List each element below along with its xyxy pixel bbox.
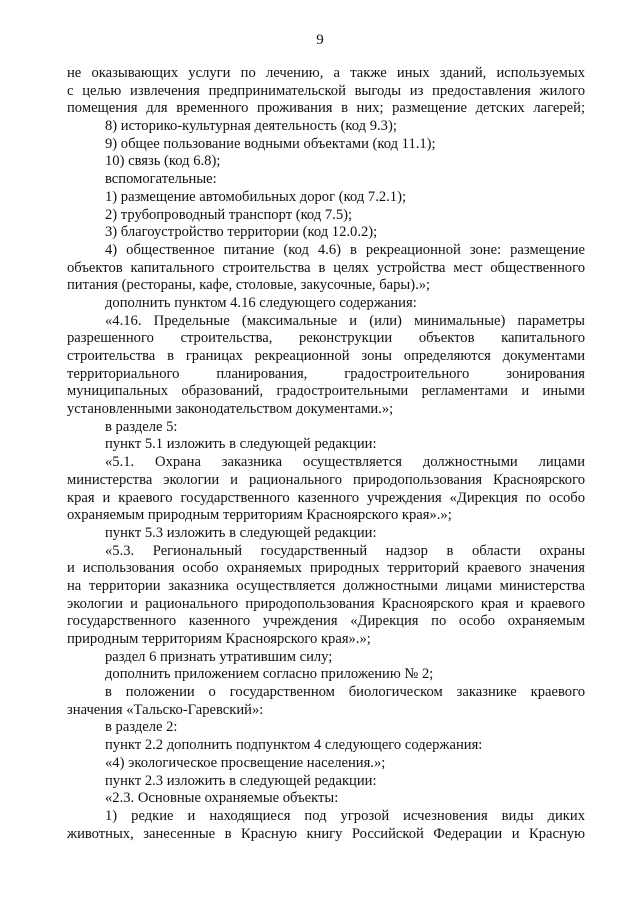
text-line: вспомогательные: xyxy=(105,171,217,188)
text-line: муниципальных образований, градостроительными регламентами и иными xyxy=(67,383,585,400)
text-line: государственного казенного учреждения «Дирекция по особо охраняемым xyxy=(67,613,585,630)
text-line: 1) редкие и находящиеся под угрозой исчезновения виды диких xyxy=(105,807,585,824)
text-line: пункт 5.3 изложить в следующей редакции: xyxy=(105,524,377,541)
text-line: 9) общее пользование водными объектами (код 11.1); xyxy=(105,135,436,152)
text-line: 8) историко-культурная деятельность (код 9.3); xyxy=(105,118,397,135)
text-line: охраняемым природным территориям Красноярского края».»; xyxy=(67,507,452,524)
text-line: «4.16. Предельные (максимальные и (или) минимальные) параметры xyxy=(105,312,585,329)
text-line: края и краевого государственного казенного учреждения «Дирекция по особо xyxy=(67,489,585,506)
text-line: пункт 2.2 дополнить подпунктом 4 следующего содержания: xyxy=(105,737,483,754)
text-line: с целью извлечения предпринимательской выгоды из предоставления жилого xyxy=(67,82,585,99)
text-line: экологии и рационального природопользования Красноярского края и краевого xyxy=(67,595,585,612)
text-line: в разделе 2: xyxy=(105,719,178,736)
page-number: 9 xyxy=(316,32,324,48)
text-line: 1) размещение автомобильных дорог (код 7.2.1); xyxy=(105,188,406,205)
text-line: дополнить пунктом 4.16 следующего содержания: xyxy=(105,294,417,311)
document-body xyxy=(67,65,585,843)
text-line: 2) трубопроводный транспорт (код 7.5); xyxy=(105,206,353,223)
text-line: помещения для временного проживания в них; размещение детских лагерей; xyxy=(67,100,585,117)
text-line: 4) общественное питание (код 4.6) в рекреационной зоне: размещение xyxy=(105,241,585,258)
text-line: не оказывающих услуги по лечению, а также иных зданий, используемых xyxy=(67,65,585,81)
text-line: на территории заказника осуществляется должностными лицами министерства xyxy=(67,577,585,594)
text-line: дополнить приложением согласно приложению № 2; xyxy=(105,666,434,683)
text-line: пункт 2.3 изложить в следующей редакции: xyxy=(105,772,377,789)
text-line: «2.3. Основные охраняемые объекты: xyxy=(105,790,339,807)
text-line: территориального планирования, градостроительного зонирования xyxy=(67,365,585,382)
text-line: «4) экологическое просвещение населения.»; xyxy=(105,754,386,771)
text-line: 3) благоустройство территории (код 12.0.2); xyxy=(105,224,378,241)
text-line: строительства в границах рекреационной зоны определяются документами xyxy=(67,348,585,364)
text-line: объектов капитального строительства в целях устройства мест общественного xyxy=(67,259,585,276)
text-line: животных, занесенные в Красную книгу Российской Федерации и Красную xyxy=(67,825,585,842)
text-line: и использования особо охраняемых природных территорий краевого значения xyxy=(67,560,585,577)
text-line: разрешенного строительства, реконструкции объектов капитального xyxy=(67,330,585,347)
text-line: установленными законодательством документами.»; xyxy=(67,401,394,418)
text-line: пункт 5.1 изложить в следующей редакции: xyxy=(105,436,377,453)
text-line: раздел 6 признать утратившим силу; xyxy=(105,648,333,665)
text-line: 10) связь (код 6.8); xyxy=(105,153,221,170)
text-line: природным территориям Красноярского края».»; xyxy=(67,631,371,647)
text-line: питания (рестораны, кафе, столовые, закусочные, бары).»; xyxy=(67,277,431,294)
text-line: «5.3. Региональный государственный надзор в области охраны xyxy=(105,542,585,559)
text-line: министерства экологии и рационального природопользования Красноярского xyxy=(67,471,585,488)
text-line: значения «Тальско-Гаревский»: xyxy=(67,701,264,718)
text-line: в положении о государственном биологическом заказнике краевого xyxy=(105,684,585,701)
text-line: «5.1. Охрана заказника осуществляется должностными лицами xyxy=(105,454,585,471)
text-line: в разделе 5: xyxy=(105,418,178,435)
